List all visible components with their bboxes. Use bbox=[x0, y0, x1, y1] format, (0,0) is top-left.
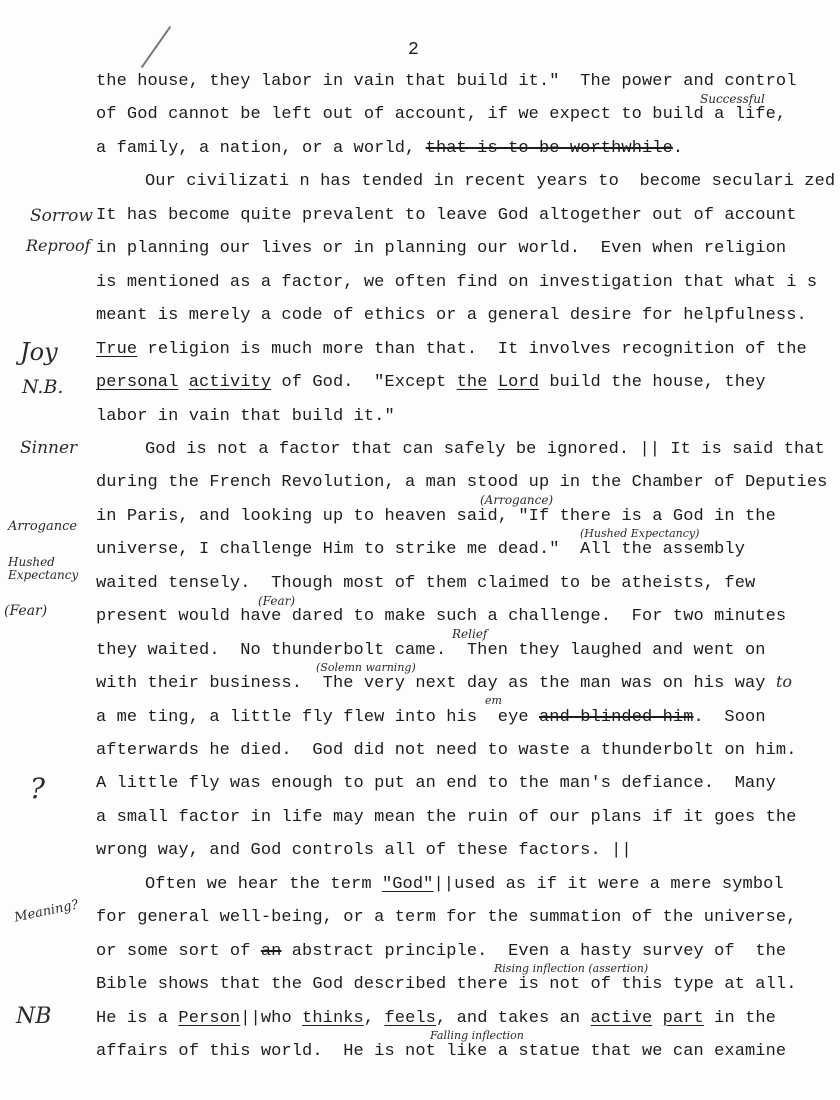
page-number: 2 bbox=[408, 40, 419, 60]
underlined-text: personal bbox=[96, 373, 179, 393]
text-segment: . bbox=[672, 138, 684, 158]
underlined-text: feels bbox=[384, 1008, 436, 1028]
text-line bbox=[96, 540, 745, 560]
text-segment: Bible shows that the God described there is not of this type at all. bbox=[96, 975, 797, 995]
text-line bbox=[96, 708, 766, 728]
margin-note: ? bbox=[30, 772, 46, 805]
text-segment: A little fly was enough to put an end to the man's defiance. Many bbox=[96, 774, 776, 794]
interlinear-note: em bbox=[485, 694, 502, 707]
text-segment: meant is merely a code of ethics or a general desire for helpfulness. bbox=[96, 306, 807, 326]
text-segment: He is a bbox=[96, 1008, 179, 1028]
underlined-text: active bbox=[590, 1008, 653, 1028]
margin-note: Sorrow bbox=[30, 206, 93, 226]
underlined-text: the bbox=[456, 373, 488, 393]
text-segment: a small factor in life may mean the ruin of our plans if it goes the bbox=[96, 807, 797, 827]
text-line bbox=[96, 407, 395, 427]
text-segment: with their business. The very next day as the man was on his way bbox=[96, 674, 766, 694]
text-line bbox=[96, 1042, 786, 1062]
text-line bbox=[96, 72, 797, 92]
text-segment: for general well-being, or a term for the summation of the universe, bbox=[96, 908, 797, 928]
text-segment: afterwards he died. God did not need to waste a thunderbolt on him. bbox=[96, 741, 797, 760]
text-line bbox=[96, 942, 786, 962]
interlinear-note: to bbox=[776, 672, 793, 691]
text-segment: wrong way, and God controls all of these factors. || bbox=[96, 841, 632, 861]
interlinear-note: (Arrogance) bbox=[480, 493, 554, 507]
interlinear-note: Falling inflection bbox=[430, 1028, 524, 1042]
text-segment: of God cannot be left out of account, if we expect to build a life, bbox=[96, 105, 787, 125]
text-segment: they waited. No thunderbolt came. Then they laughed and went on bbox=[96, 640, 766, 660]
text-segment: affairs of this world. He is not like a statue that we can examine bbox=[96, 1042, 787, 1062]
text-segment: religion is much more than that. It involves recognition of the bbox=[137, 339, 807, 359]
struck-text: and blinded him bbox=[538, 707, 694, 727]
underlined-text: "God" bbox=[381, 874, 434, 894]
text-line bbox=[96, 674, 766, 694]
text-segment: . Soon bbox=[693, 707, 766, 727]
text-line bbox=[96, 239, 786, 259]
underlined-text: part bbox=[662, 1008, 704, 1028]
margin-note: NB bbox=[16, 1004, 52, 1029]
text-segment: in planning our lives or in planning our world. Even when religion bbox=[96, 239, 787, 259]
text-segment: abstract principle. Even a hasty survey of the bbox=[281, 941, 787, 961]
text-segment: during the French Revolution, a man stood up in the Chamber of Deputies bbox=[96, 473, 828, 493]
text-line bbox=[145, 875, 784, 895]
struck-text: an bbox=[260, 941, 282, 961]
margin-note: Arrogance bbox=[8, 519, 78, 534]
text-line bbox=[96, 507, 776, 527]
text-line bbox=[96, 373, 766, 393]
text-line bbox=[96, 139, 683, 159]
text-line bbox=[96, 1009, 776, 1029]
underlined-text: Lord bbox=[497, 373, 540, 393]
text-segment: in the bbox=[703, 1008, 776, 1028]
text-segment: the house, they labor in vain that build it." The power and control bbox=[96, 72, 797, 91]
text-segment: It has become quite prevalent to leave God altogether out of account bbox=[96, 205, 797, 225]
interlinear-note: (Hushed Expectancy) bbox=[580, 526, 700, 540]
text-line bbox=[96, 105, 786, 125]
text-segment: labor in vain that build it." bbox=[96, 406, 395, 426]
interlinear-note: Successful bbox=[700, 91, 765, 106]
text-segment: waited tensely. Though most of them claimed to be atheists, few bbox=[96, 573, 756, 593]
interlinear-note: Relief bbox=[452, 627, 488, 641]
text-segment: present would have dared to make such a challenge. For two minutes bbox=[96, 607, 787, 627]
text-line bbox=[96, 808, 797, 828]
text-segment: build the house, they bbox=[539, 373, 766, 393]
text-segment: or some sort of bbox=[96, 941, 261, 961]
text-line bbox=[96, 774, 776, 794]
text-line bbox=[96, 841, 632, 861]
underlined-text: Person bbox=[178, 1008, 241, 1028]
interlinear-note: (Fear) bbox=[258, 593, 296, 608]
text-line bbox=[145, 440, 825, 460]
text-line bbox=[96, 306, 807, 326]
margin-note: Joy bbox=[20, 338, 58, 366]
text-line bbox=[96, 908, 797, 928]
text-segment: Our civilizati n has tended in recent years to become seculari zed bbox=[145, 172, 836, 192]
text-segment: ||used as if it were a mere symbol bbox=[433, 874, 784, 894]
text-segment: is mentioned as a factor, we often find on investigation that what i s bbox=[96, 272, 818, 292]
underlined-text: activity bbox=[188, 373, 272, 393]
text-line bbox=[96, 340, 807, 360]
text-line bbox=[96, 273, 817, 293]
margin-note: N.B. bbox=[22, 376, 64, 398]
margin-note: Hushed Expectancy bbox=[8, 555, 79, 582]
text-segment: in Paris, and looking up to heaven said, "If there is a God in the bbox=[96, 506, 776, 526]
interlinear-note: (Solemn warning) bbox=[316, 660, 416, 674]
struck-text: that is to be worthwhile bbox=[425, 138, 673, 158]
text-line bbox=[96, 641, 766, 661]
text-line bbox=[96, 206, 797, 226]
text-segment: of God. "Except bbox=[271, 373, 457, 393]
text-line bbox=[96, 574, 755, 594]
pen-stroke bbox=[141, 26, 171, 68]
margin-note: Sinner bbox=[20, 438, 78, 458]
text-segment bbox=[178, 373, 188, 392]
margin-note: (Fear) bbox=[4, 603, 48, 619]
text-segment: universe, I challenge Him to strike me dead." All the assembly bbox=[96, 540, 746, 560]
text-line bbox=[145, 172, 835, 192]
text-segment: a family, a nation, or a world, bbox=[96, 138, 426, 158]
text-segment bbox=[652, 1009, 662, 1028]
text-segment: ||who bbox=[240, 1008, 303, 1028]
underlined-text: thinks bbox=[302, 1008, 364, 1028]
text-line bbox=[96, 741, 797, 761]
text-line bbox=[96, 473, 827, 493]
text-line bbox=[96, 975, 797, 995]
text-segment: , bbox=[363, 1008, 385, 1028]
interlinear-note: Rising inflection (assertion) bbox=[494, 961, 649, 975]
text-segment bbox=[488, 373, 498, 392]
margin-note: Meaning? bbox=[13, 897, 80, 926]
text-segment: , and takes an bbox=[435, 1008, 591, 1028]
text-line bbox=[96, 607, 786, 627]
text-segment: Often we hear the term bbox=[145, 874, 382, 894]
underlined-text: True bbox=[96, 339, 138, 359]
text-segment: God is not a factor that can safely be ignored. || It is said that bbox=[145, 439, 825, 459]
margin-note: Reproof bbox=[26, 236, 91, 255]
text-segment: a me ting, a little fly flew into his eye bbox=[96, 707, 539, 727]
